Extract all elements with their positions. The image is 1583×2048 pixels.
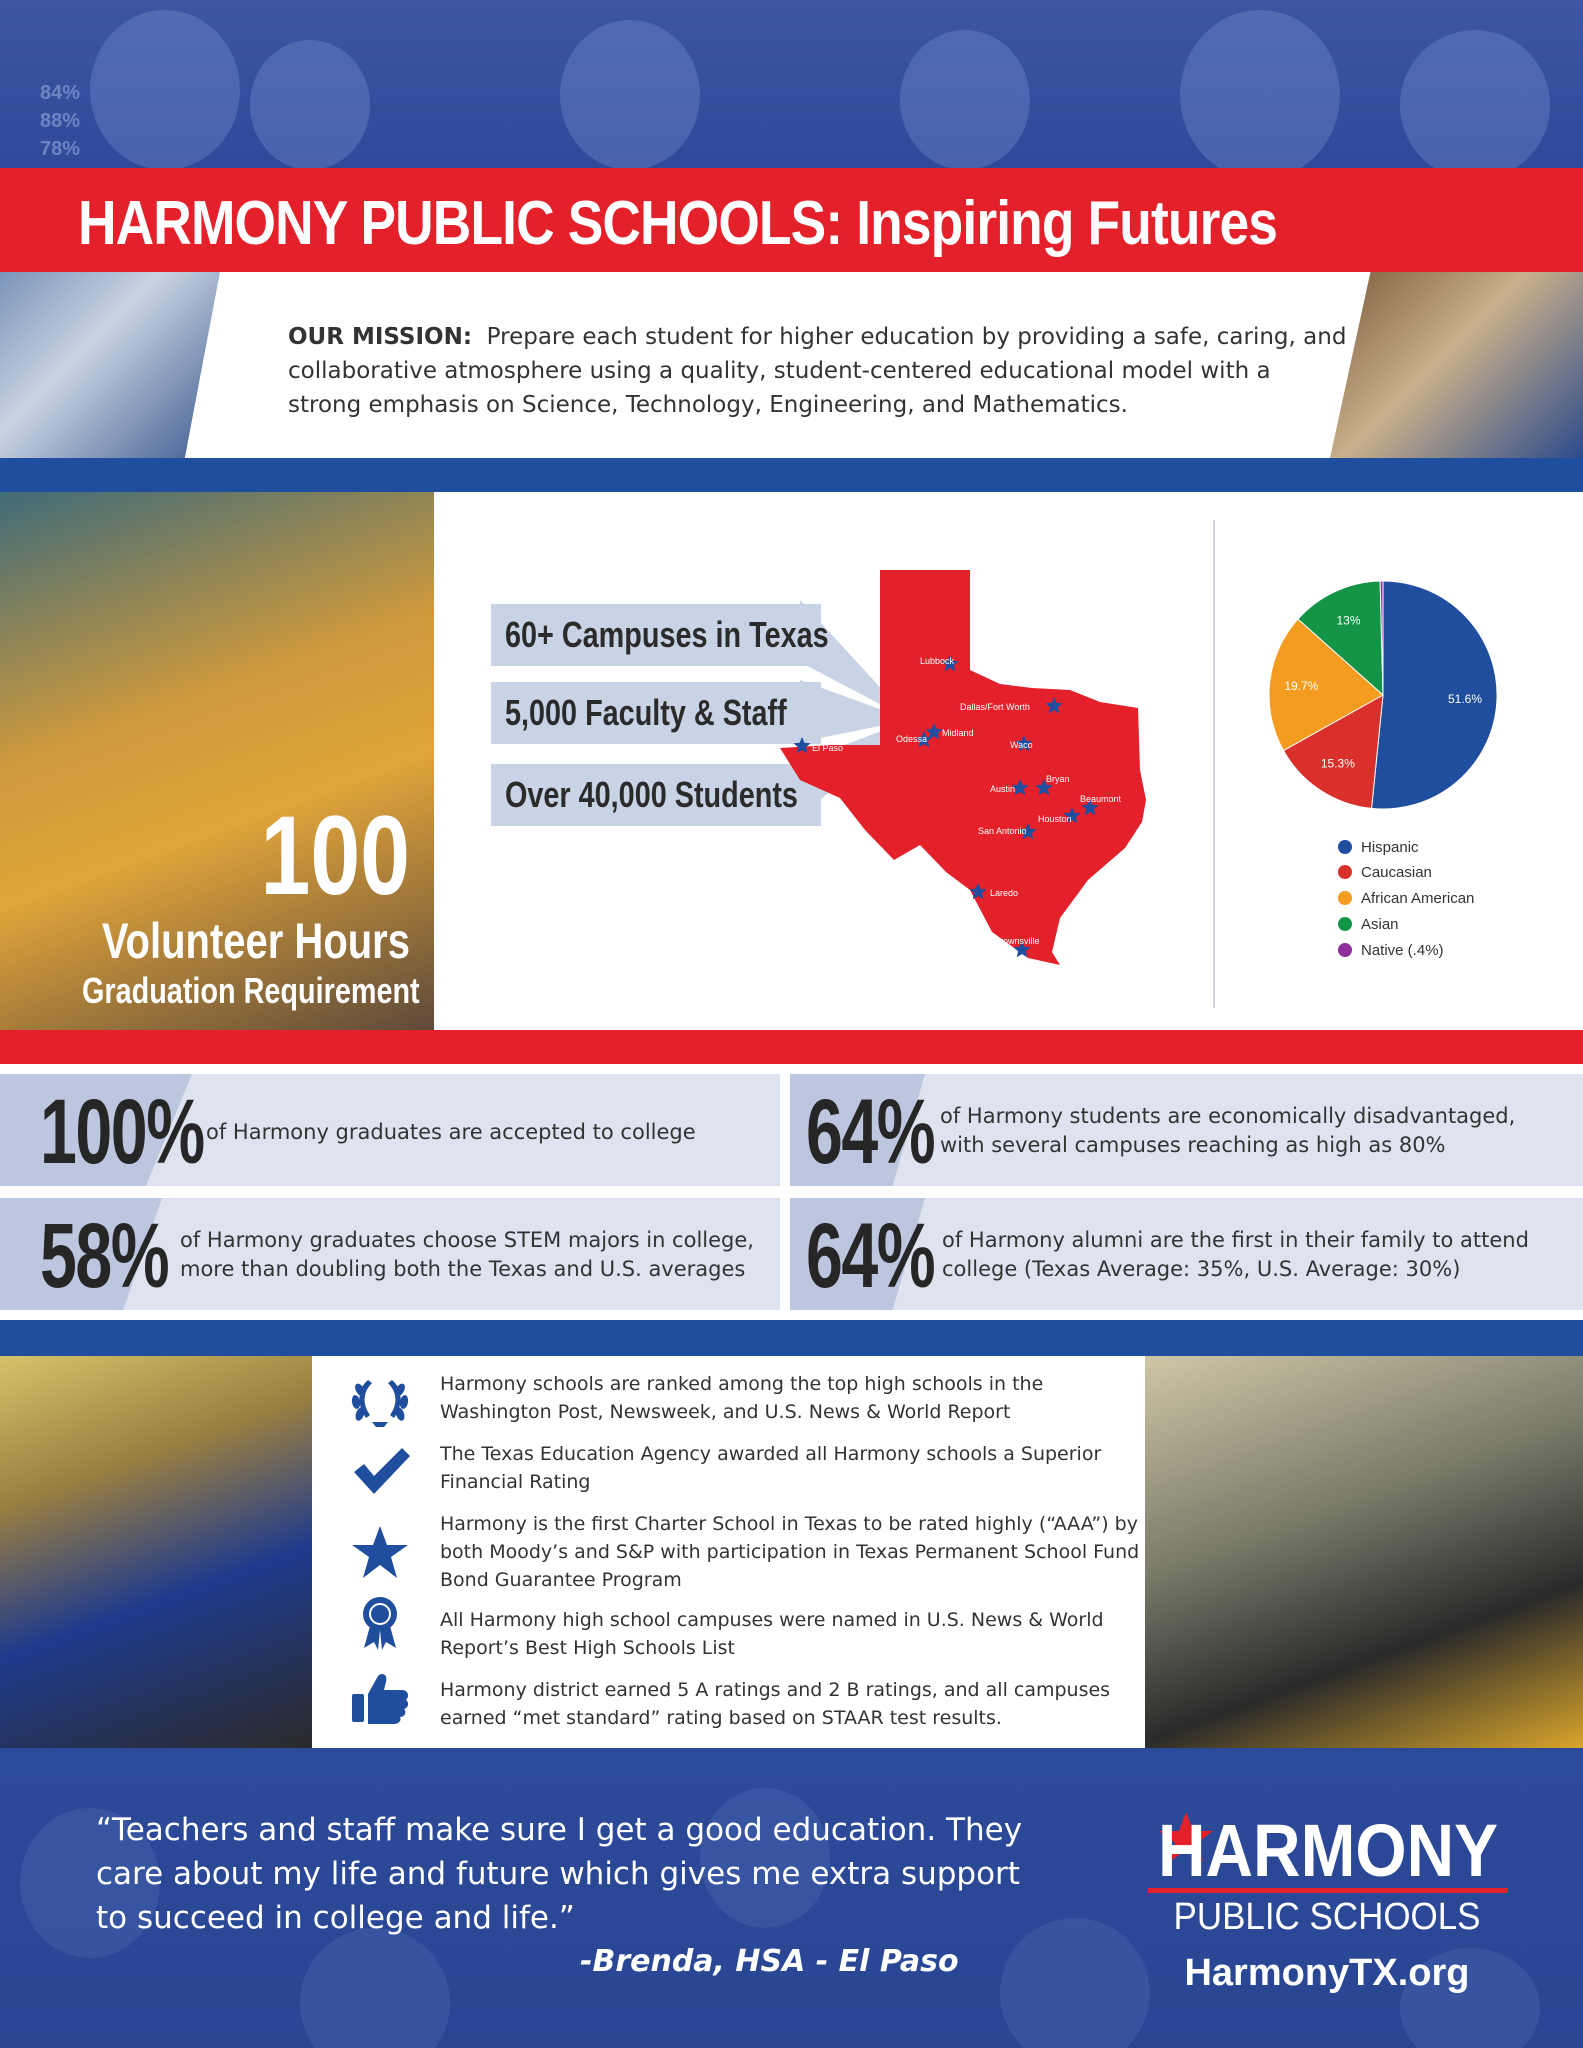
stat-number: 64% [806,1205,935,1307]
fact-label: Over 40,000 Students [505,774,798,815]
stat-description: of Harmony graduates are accepted to college [206,1120,696,1144]
legend-item-asian [1338,913,1399,935]
student-face-photo [560,20,700,168]
red-divider [0,1030,1583,1064]
fact-label: 5,000 Faculty & Staff [505,692,787,733]
laurel-wreath-icon [348,1374,412,1430]
legend-label: Caucasian [1361,863,1432,881]
student-quote: “Teachers and staff make sure I get a good education. They care about my life and future which gives me extra support to succeed in college and life.” [96,1812,1023,1936]
city-label: El Paso [812,743,844,753]
header-photo-band [0,0,1583,168]
legend-label: Hispanic [1361,838,1419,856]
city-label: Austin [990,784,1016,794]
city-label: Lubbock [920,656,955,666]
city-label: Waco [1010,740,1033,750]
achievement-staar-ratings: Harmony district earned 5 A ratings and 2 B ratings, and all campuses earned “met standard” rating based on STAAR test results. [440,1679,1111,1729]
logo-rule [1148,1888,1508,1893]
student-face-photo [300,1928,450,2048]
mission-body: Prepare each student for higher education by providing a safe, caring, and collaborative atmosphere using a quality, student-centered educational model with a strong emphasis on Science, Technology, Engineering, and Mathematics. [288,324,1347,418]
student-face-photo [1180,10,1340,168]
legend-swatch [1338,865,1352,879]
texas-shape [780,570,1146,965]
background-stat: 88% [40,110,81,132]
legend-item-caucasian [1338,861,1432,883]
student-face-photo [900,30,1030,168]
student-face-photo [250,40,370,168]
legend-item-african-american [1338,887,1474,909]
checkmark-icon [348,1442,412,1498]
demographics-pie-chart [1268,580,1498,810]
graduation-requirement-label: Graduation Requirement [82,970,420,1011]
achievement-best-high-schools: All Harmony high school campuses were named in U.S. News & World Report’s Best High Schools List [440,1609,1104,1659]
harmony-logo [1148,1796,1508,1886]
star-icon [348,1524,412,1580]
stat-number: 100% [40,1081,204,1183]
stat-description: of Harmony students are economically disadvantaged, with several campuses reaching as high as 80% [940,1104,1516,1157]
legend-item-native [1338,939,1444,961]
legend-label: Asian [1361,915,1399,933]
section-divider-line [1213,520,1215,1008]
quote-author: -Brenda, HSA - El Paso [580,1944,959,1979]
achievement-aaa-rating: Harmony is the first Charter School in Texas to be rated highly (“AAA”) by both Moody’s and S&P with participation in Texas Permanent School Fund Bond Guarantee Program [440,1513,1140,1591]
legend-swatch [1338,917,1352,931]
logo-subtitle: PUBLIC SCHOOLS [1173,1896,1481,1938]
award-ribbon-icon [348,1594,412,1650]
stat-number: 64% [806,1081,935,1183]
graduate-photo [0,1356,312,1748]
pie-data-label: 13% [1336,613,1361,628]
legend-swatch [1338,943,1352,957]
page-title: HARMONY PUBLIC SCHOOLS: Inspiring Futures [78,189,1278,258]
blue-divider [0,458,1583,492]
volunteer-hours-number: 100 [260,793,410,918]
legend-label: Native (.4%) [1361,941,1444,959]
background-stat: 84% [40,82,81,104]
stat-description: of Harmony alumni are the first in their family to attend college (Texas Average: 35%, U.S. Average: 30%) [942,1228,1529,1281]
volunteer-hours-label: Volunteer Hours [101,913,410,969]
stat-description: of Harmony graduates choose STEM majors in college, more than doubling both the Texas and U.S. averages [180,1228,754,1281]
city-label: Dallas/Fort Worth [960,702,1030,712]
mission-statement [288,320,1348,422]
pie-data-label: 15.3% [1320,756,1355,771]
achievement-financial-rating: The Texas Education Agency awarded all Harmony schools a Superior Financial Rating [440,1443,1102,1493]
thumbs-up-icon [348,1670,412,1726]
background-stat: 78% [40,138,81,160]
city-label: San Antonio [978,826,1027,836]
city-label: Houston [1038,814,1072,824]
legend-swatch [1338,840,1352,854]
student-face-photo [90,10,240,168]
pie-data-label: 51.6% [1447,692,1483,707]
website-link[interactable]: HarmonyTX.org [1184,1952,1470,1994]
legend-swatch [1338,891,1352,905]
city-label: Odessa [896,734,928,744]
city-label: Brownsville [994,936,1040,946]
fact-label: 60+ Campuses in Texas [505,614,829,655]
logo-wordmark-text: HARMONY [1158,1809,1498,1886]
texas-campus-map [770,560,1170,970]
city-label: Bryan [1046,774,1070,784]
science-lab-photo [1145,1356,1583,1748]
pie-data-label: 19.7% [1284,679,1319,693]
city-label: Midland [942,728,974,738]
mission-photo-boy [0,272,220,458]
legend-item-hispanic [1338,836,1419,858]
mission-label: OUR MISSION: [288,324,473,350]
city-label: Laredo [990,888,1019,898]
legend-label: African American [1361,889,1475,907]
achievement-rankings: Harmony schools are ranked among the top high schools in the Washington Post, Newsweek, and U.S. News & World Report [440,1373,1044,1423]
student-face-photo [1400,30,1550,168]
stat-number: 58% [40,1205,169,1307]
mission-photo-girl [1330,272,1583,458]
city-label: Beaumont [1080,794,1122,804]
blue-divider [0,1320,1583,1356]
